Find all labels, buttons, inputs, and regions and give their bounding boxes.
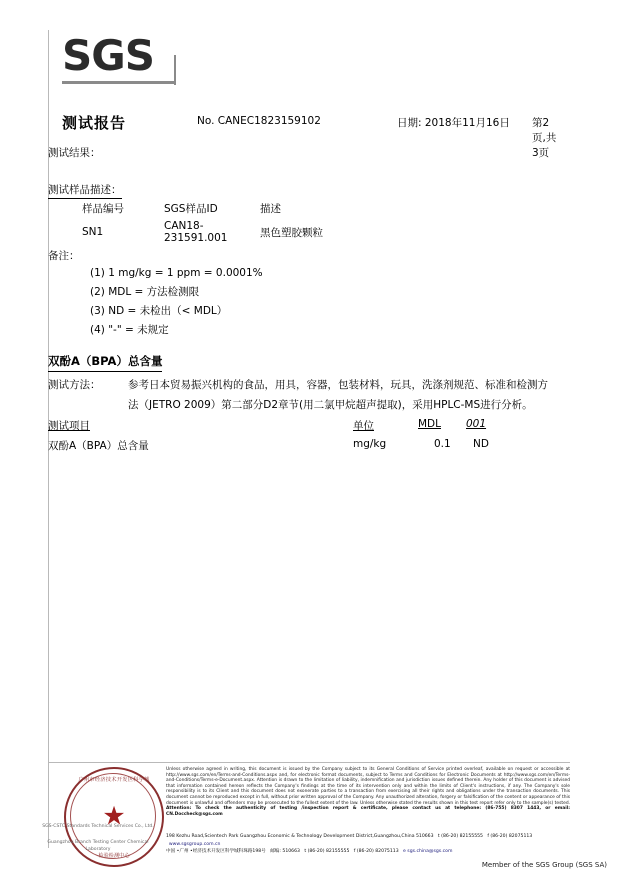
disclaimer-text: Unless otherwise agreed in writing, this document is issued by the Company subject to its General Conditions of Service printed overleaf, available on request or accessible at http://www.sgs.com/en/Terms-and-Conditions.aspx and, for electronic format documents, subject to Terms and Conditions for Electronic Documents at http://www.sgs.com/en/Terms-and-Conditions/Terms-e-Document.aspx. Attention is drawn to the limitation of liability, indemnification and jurisdiction issues defined therein. Any holder of this document is advised that information contained hereon reflects the Company's findings at the time of its intervention only and within the limits of Client's instructions, if any. The Company's sole responsibility is to its Client and this document does not exonerate parties to a transaction from exercising all their rights and obligations under the transaction documents. This document cannot be reproduced except in full, without prior written approval of the Company. Any unauthorized alteration, forgery or falsification of the content or appearance of this document is unlawful and offenders may be prosecuted to the fullest extent of the law. Unless otherwise stated the results shown in this test report refer only to the sample(s) tested.	[166, 767, 570, 806]
address-en-web[interactable]: www.sgsgroup.com.cn	[168, 841, 221, 847]
address-line-cn	[166, 848, 570, 856]
cell-test-item: 双酚A（BPA）总含量	[48, 440, 149, 452]
address-cn-mail[interactable]: e sgs.china@sgs.com	[403, 849, 453, 854]
sgs-logo-underline	[62, 81, 176, 84]
table-row	[82, 219, 410, 245]
address-cn-zip: 邮编: 510663	[270, 849, 300, 854]
test-method-text: 参考日本贸易振兴机构的食品，用具，容器，包装材料，玩具，洗涤剂规范、标准和检测方法（JETRO 2009）第二部分D2章节(用二氯甲烷超声提取)，采用HPLC-MS进行分析。	[128, 379, 548, 411]
report-number: No. CANEC1823159102	[197, 115, 321, 127]
column-header-description: 描述	[260, 203, 281, 215]
column-header-sgs-id: SGS样品ID	[164, 203, 218, 215]
sample-description-label: 测试样品描述：	[48, 182, 122, 199]
seal-top-text: 广州市经济技术开发区科学城	[78, 777, 150, 783]
results-header-row	[48, 418, 548, 435]
page-indicator: 第2页,共3页	[532, 117, 557, 159]
sgs-logo-text: SGS	[62, 31, 154, 80]
test-method-label: 测试方法：	[48, 379, 101, 391]
cell-unit: mg/kg	[353, 438, 387, 450]
footer-divider	[48, 762, 570, 763]
address-cn-fax: f (86-20) 82075113	[353, 849, 399, 854]
remark-item: (2) MDL = 方法检测限	[90, 286, 200, 298]
table-header-row	[82, 200, 410, 219]
page-title: 测试报告	[62, 114, 127, 132]
cell-mdl: 0.1	[434, 438, 451, 450]
column-header-sample-001: 001	[466, 418, 487, 430]
remarks-label: 备注：	[48, 250, 80, 262]
remarks-list	[90, 264, 263, 340]
report-date: 日期: 2018年11月16日	[397, 117, 510, 129]
results-row	[48, 438, 548, 456]
address-line-en	[166, 833, 570, 848]
sample-description-table	[82, 200, 410, 245]
remark-item: (3) ND = 未检出（< MDL）	[90, 305, 228, 317]
address-en: 198 Kezhu Road,Scientech Park Guangzhou Economic & Technology Development District,Guangzhou,China 510663	[166, 834, 434, 839]
address-cn: 中国 •广州 •经济技术开发区科学城科珠路198号	[166, 849, 266, 854]
seal-bottom-text: 检验检测中心	[98, 853, 130, 859]
sgs-logo-tick	[174, 55, 176, 85]
cell-result-001: ND	[473, 438, 489, 450]
cell-description: 黑色塑胶颗粒	[260, 226, 323, 239]
bpa-section-heading: 双酚A（BPA）总含量	[48, 353, 162, 372]
footer-member-text: Member of the SGS Group (SGS SA)	[481, 861, 607, 869]
column-header-mdl: MDL	[418, 418, 441, 430]
address-en-tel: t (86-20) 82155555	[437, 834, 483, 839]
remark-item: (4) "-" = 未规定	[90, 324, 169, 336]
column-header-test-item: 测试项目	[48, 420, 90, 432]
column-header-unit: 单位	[353, 420, 374, 432]
footer-address-block	[166, 833, 570, 856]
results-label: 测试结果：	[48, 147, 101, 159]
sgs-logo	[62, 33, 192, 88]
seal-caption-line2: Guangzhou Branch Testing Center Chemical Laboratory	[47, 840, 149, 852]
bpa-results-table	[48, 418, 548, 456]
cell-sample-no: SN1	[82, 226, 104, 238]
authenticity-notice: Attention: To check the authenticity of testing /inspection report & certificate, please contact us at telephone: (86-755) 8307 1443, or email: CN.Doccheck@sgs.com	[166, 806, 570, 817]
star-icon: ★	[102, 801, 126, 832]
cell-sgs-id: CAN18-231591.001	[164, 220, 228, 244]
address-en-fax: f (86-20) 82075113	[487, 834, 533, 839]
address-cn-tel: t (86-20) 82155555	[304, 849, 350, 854]
seal-caption-line1: SGS-CSTC Standards Technical Services Co., Ltd.	[42, 824, 154, 829]
column-header-sample-no: 样品编号	[82, 203, 124, 215]
page-footer	[42, 765, 570, 865]
footer-disclaimer	[166, 767, 570, 817]
remark-item: (1) 1 mg/kg = 1 ppm = 0.0001%	[90, 267, 263, 279]
